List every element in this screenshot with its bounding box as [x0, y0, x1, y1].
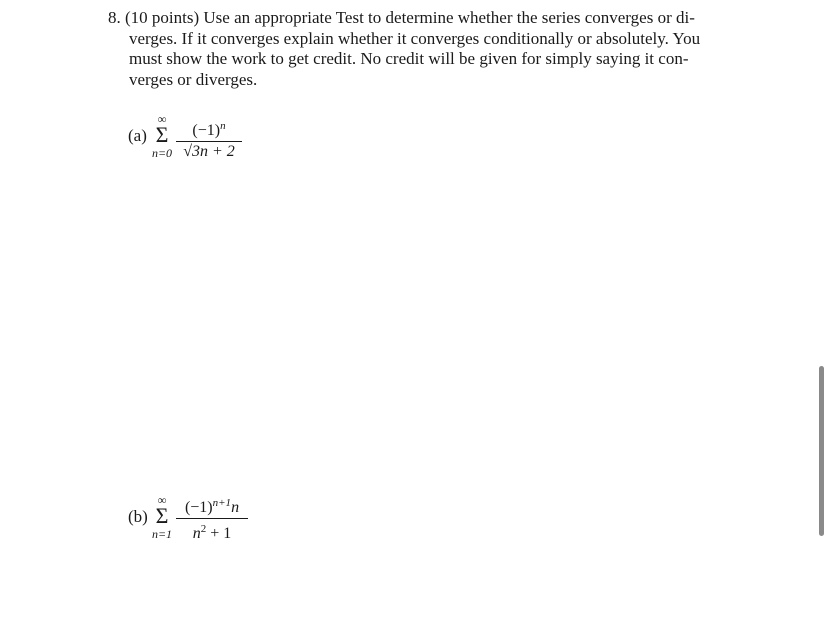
problem-line-3: must show the work to get credit. No credit will be given for simply saying it con- — [129, 49, 689, 68]
part-b-upper-limit: ∞ — [157, 493, 167, 507]
part-b-sigma: Σ — [155, 503, 169, 528]
part-a-lower-limit: n=0 — [151, 146, 173, 160]
part-b-numerator — [176, 493, 248, 518]
part-a-sigma: Σ — [155, 122, 169, 147]
part-a-label: (a) — [128, 126, 147, 145]
part-b-summation — [148, 494, 176, 542]
problem-statement — [108, 8, 748, 90]
part-b-numer-base: (−1) — [184, 499, 213, 516]
part-a-summation — [148, 113, 176, 161]
part-b-denom-base: n — [192, 525, 201, 542]
part-a-upper-limit: ∞ — [157, 112, 167, 126]
part-b-lower-limit: n=1 — [151, 527, 173, 541]
part-b-numer-tail: n — [231, 499, 240, 516]
part-a-fraction — [176, 116, 242, 162]
part-b-label: (b) — [128, 507, 148, 526]
part-b-denom-exp: 2 — [200, 523, 207, 535]
problem-line-2: verges. If it converges explain whether it converges conditionally or absolutely. You — [129, 28, 701, 48]
part-a-numer-base: (−1) — [192, 122, 221, 139]
vertical-scrollbar[interactable] — [819, 366, 824, 536]
part-b-denominator — [176, 519, 248, 544]
part-a-sqrt-sign: √ — [183, 143, 192, 160]
part-b-numer-exp: n+1 — [212, 497, 232, 509]
part-a-denominator — [176, 142, 242, 162]
part-b-denom-tail: + 1 — [206, 525, 232, 542]
problem-line-4: verges or diverges. — [129, 69, 258, 89]
part-a-numerator — [176, 116, 242, 141]
problem-line-1: 8. (10 points) Use an appropriate Test to determine whether the series converges or di- — [108, 8, 695, 27]
part-b-fraction — [176, 493, 248, 544]
part-a-numer-exp: n — [220, 120, 226, 132]
part-a-sqrt-radicand: 3n + 2 — [191, 143, 235, 160]
